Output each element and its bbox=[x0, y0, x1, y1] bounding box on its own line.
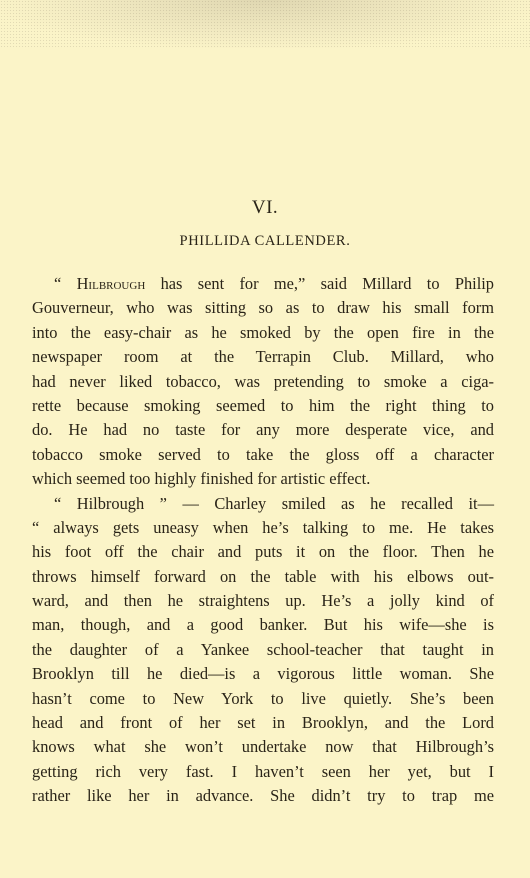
text-line: had never liked tobacco, was pretending to smoke a ciga- bbox=[32, 371, 494, 391]
text-line: into the easy-chair as he smoked by the open fire in the bbox=[32, 322, 494, 342]
text-line: rette because smoking seemed to him the right thing to bbox=[32, 395, 494, 415]
smallcaps-name: Hilbrough bbox=[76, 274, 146, 293]
chapter-number: VI. bbox=[251, 197, 279, 218]
text-line: the daughter of a Yankee school-teacher that taught in bbox=[32, 639, 494, 659]
text-line: ward, and then he straightens up. He’s a jolly kind of bbox=[32, 591, 494, 611]
text-line: tobacco smoke served to take the gloss off a character bbox=[32, 444, 494, 464]
paragraph-1-first-line bbox=[32, 272, 494, 296]
text-line: man, though, and a good banker. But his wife—she is bbox=[32, 615, 494, 635]
opening-quote: “ bbox=[54, 274, 77, 293]
text-line: newspaper room at the Terrapin Club. Millard, who bbox=[32, 347, 494, 367]
text-line: throws himself forward on the table with his elbows out- bbox=[32, 566, 494, 586]
text-line: getting rich very fast. I haven’t seen her yet, but I bbox=[32, 761, 494, 781]
text-line: Brooklyn till he died—is a vigorous little woman. She bbox=[32, 664, 494, 684]
paragraph-2-first-line: “ Hilbrough ” — Charley smiled as he recalled it— bbox=[54, 493, 494, 513]
text-line: his foot off the chair and puts it on the floor. Then he bbox=[32, 542, 494, 562]
first-line-text: has sent for me,” said Millard to Philip bbox=[145, 274, 494, 293]
text-line: rather like her in advance. She didn’t try to trap me bbox=[32, 786, 494, 806]
text-line: hasn’t come to New York to live quietly. She’s been bbox=[32, 688, 494, 708]
text-line: knows what she won’t undertake now that Hilbrough’s bbox=[32, 737, 494, 757]
text-line: head and front of her set in Brooklyn, and the Lord bbox=[32, 713, 494, 733]
text-line: which seemed too highly finished for artistic effect. bbox=[32, 469, 371, 489]
text-line: do. He had no taste for any more desperate vice, and bbox=[32, 420, 494, 440]
chapter-title: PHILLIDA CALLENDER. bbox=[179, 233, 351, 249]
text-line: “ always gets uneasy when he’s talking to me. He takes bbox=[32, 517, 494, 537]
text-line: Gouverneur, who was sitting so as to draw his small form bbox=[32, 298, 494, 318]
body-text bbox=[32, 272, 494, 809]
page-edge-stain bbox=[0, 0, 530, 48]
